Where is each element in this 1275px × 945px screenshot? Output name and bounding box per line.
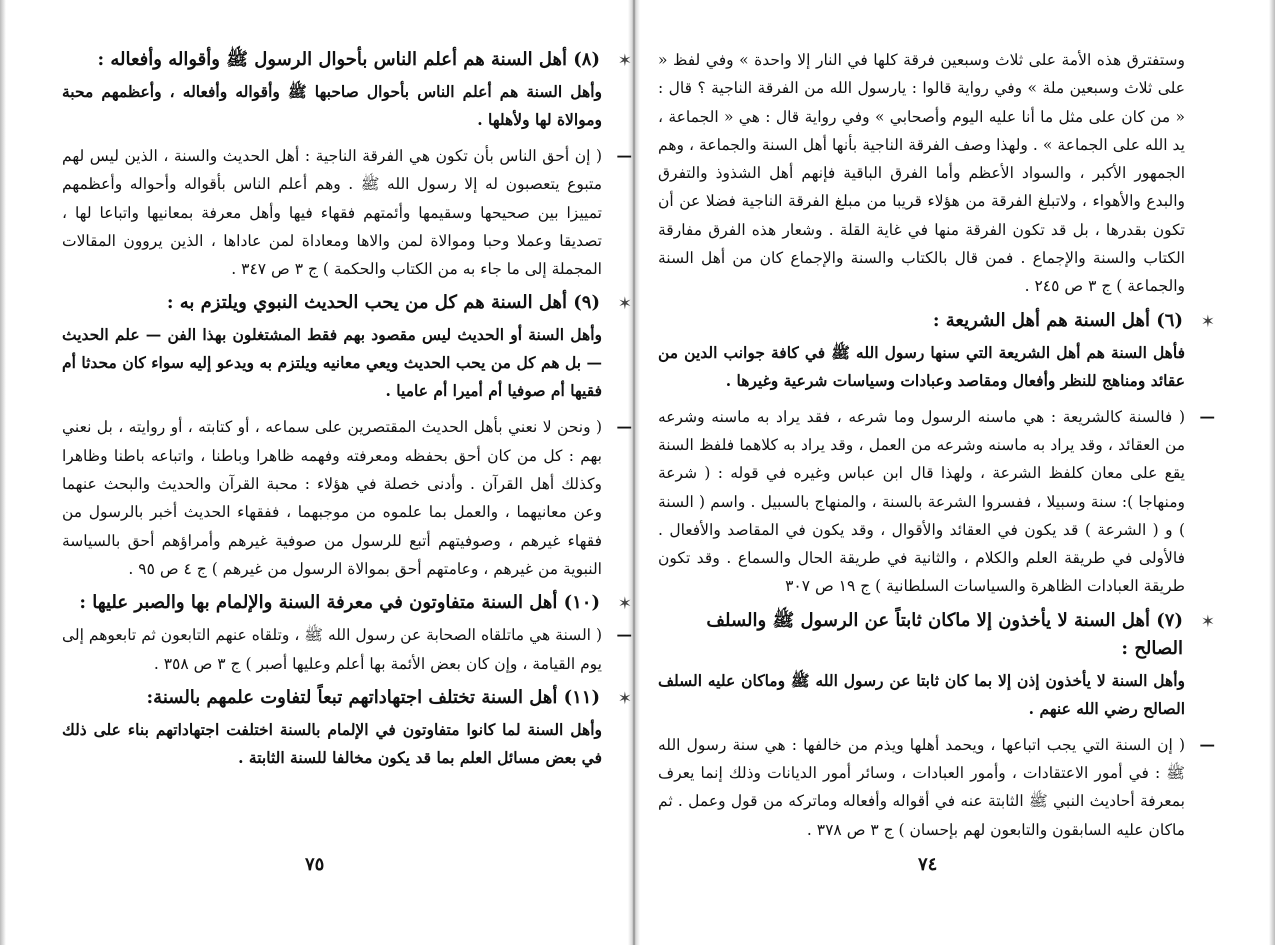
star-icon: ✶ <box>1200 311 1215 332</box>
section-quote: — ( ونحن لا نعني بأهل الحديث المقتصرين على سماعه ، أو كتابته ، أو روايته ، بل نعني بهم : كل من كان أحق بحفظه ومعرفته وفهمه ظاهرا وباطنا ، واتباعه باطنا وظاهرا وكذلك أهل القرآن . وأدنى خصلة في هؤلاء : محبة القرآن والحديث والبحث عنهما وعن معانيهما ، والعمل بما علموه من موجبهما ، ففقهاء الحديث أخبر بالرسول من فقهاء غيرهم ، وصوفيتهم أتبع للرسول من صوفية غيرهم وأمراؤهم أحق بالسياسة النبوية من غيرهم ، وعامتهم أحق بموالاة الرسول من غيرهم ) ج ٤ ص ٩٥ . <box>62 413 602 583</box>
section-heading: ✶ (٦) أهل السنة هم أهل الشريعة : <box>658 307 1185 335</box>
star-icon: ✶ <box>617 294 632 315</box>
section-heading: ✶ (١١) أهل السنة تختلف اجتهاداتهم تبعاً لتفاوت علمهم بالسنة: <box>62 684 602 712</box>
section-summary: وأهل السنة لما كانوا متفاوتون في الإلمام بالسنة اختلفت اجتهاداتهم بناء على ذلك في بعض مسائل العلم بما قد يكون مخالفا للسنة الثابتة . <box>62 719 602 767</box>
section-quote: — ( السنة هي ماتلقاه الصحابة عن رسول الله ﷺ ، وتلقاه عنهم التابعون ثم تابعوهم إلى يوم القيامة ، وإن كان بعض الأئمة بها أعلم وعليها أصبر ) ج ٣ ص ٣٥٨ . <box>62 621 602 678</box>
page-number: ٧٥ <box>305 854 325 875</box>
section-heading: ✶ (١٠) أهل السنة متفاوتون في معرفة السنة والإلمام بها والصبر عليها : <box>62 589 602 617</box>
section-heading: ✶ (٨) أهل السنة هم أعلم الناس بأحوال الرسول ﷺ وأقواله وأفعاله : <box>62 46 602 74</box>
star-icon: ✶ <box>617 51 632 71</box>
section-quote: — ( إن أحق الناس بأن تكون هي الفرقة الناجية : أهل الحديث والسنة ، الذين ليس لهم متبوع يتعصبون له إلا رسول الله ﷺ . وهم أعلم الناس بأقواله وأحواله وأعظمهم تمييزا بين صحيحها وسقيمها وأئمتهم فقهاء فيها وأهل معرفة بمعانيها واتباعا لها ، تصديقا وعملا وحبا وموالاة لمن والاها ومعاداة لمن عاداها ، الذين يروون المقالات المجملة إلى ما جاء به من الكتاب والحكمة ) ج ٣ ص ٣٤٧ . <box>62 142 602 283</box>
section-quote: — ( فالسنة كالشريعة : هي ماسنه الرسول وما شرعه ، فقد يراد به ماسنه وشرعه من العقائد ، وقد يراد به ماسنه وشرعه من العمل ، وقد يراد به كلاهما فلفظ السنة يقع على معان كلفظ الشرعة ، ولهذا قال ابن عباس وغيره في قوله : ( شرعة ومنهاجا ): سنة وسبيلا ، ففسروا الشرعة بالسنة ، والمنهاج بالسبيل . واسم ( السنة ) و ( الشرعة ) قد يكون في العقائد والأقوال ، وقد يكون في المقاصد والأفعال . فالأولى في طريقة العلم والكلام ، والثانية في طريقة الحال والسماع . وقد تكون طريقة العبادات الظاهرة والسياسات السلطانية ) ج ١٩ ص ٣٠٧ <box>658 403 1185 601</box>
section-summary: وأهل السنة هم أعلم الناس بأحوال صاحبها ﷺ وأقواله وأفعاله ، وأعظمهم محبة وموالاة لها ولأهلها . <box>62 82 602 129</box>
dash-marker: — <box>616 146 632 165</box>
star-icon: ✶ <box>1200 611 1215 632</box>
section-heading: ✶ (٧) أهل السنة لا يأخذون إلا ماكان ثابتاً عن الرسول ﷺ والسلف الصالح : <box>706 609 1215 659</box>
section-summary: فأهل السنة هم أهل الشريعة التي سنها رسول الله ﷺ في كافة جوانب الدين من عقائد ومناهج للنظر وأفعال ومقاصد وعبادات وسياسات شرعية وغيرها . <box>658 342 1185 390</box>
page-number: ٧٤ <box>918 854 938 875</box>
star-icon: ✶ <box>617 688 632 709</box>
right-page <box>640 0 1275 945</box>
star-icon: ✶ <box>617 594 632 615</box>
dash-marker: — <box>1199 406 1215 426</box>
left-page <box>0 0 630 945</box>
dash-marker: — <box>616 417 632 437</box>
section-summary: وأهل السنة لا يأخذون إذن إلا بما كان ثابتا عن رسول الله ﷺ وماكان عليه السلف الصالح رضي الله عنهم . <box>658 670 1185 718</box>
dash-marker: — <box>616 625 632 645</box>
dash-marker: — <box>1199 734 1215 754</box>
section-summary: وأهل السنة أو الحديث ليس مقصود بهم فقط المشتغلون بهذا الفن — علم الحديث — بل هم كل من يحب الحديث ويعي معانيه ويلتزم به ويدعو إليه سواء كان محدثا أم فقيها أم صوفيا أم أميرا أم عاميا . <box>62 325 602 401</box>
section-heading: ✶ (٩) أهل السنة هم كل من يحب الحديث النبوي ويلتزم به : <box>62 289 602 317</box>
intro-paragraph: وستفترق هذه الأمة على ثلاث وسبعين فرقة كلها في النار إلا واحدة » وفي لفظ « على ثلاث وسبعين ملة » وفي رواية قالوا : يارسول الله من الفرقة الناجية ؟ قال : « من كان على مثل ما أنا عليه اليوم وأصحابي » وفي رواية قال : هي « الجماعة ، يد الله على الجماعة » . ولهذا وصف الفرقة الناجية بأنها أهل السنة والجماعة ، وهم الجمهور الأكبر ، والسواد الأعظم وأما الفرق الباقية فإنهم أهل الشذوذ والتفرق والبدع والأهواء ، ولاتبلغ الفرقة من هؤلاء قريبا من مبلغ الفرقة الناجية فضلا عن أن تكون بقدرها ، بل قد تكون الفرقة منها في غاية القلة . وشعار هذه الفرق مفارقة الكتاب والسنة والإجماع . فمن قال بالكتاب والسنة والإجماع كان من أهل السنة والجماعة ) ج ٣ ص ٢٤٥ . <box>658 51 1185 296</box>
section-quote: — ( إن السنة التي يجب اتباعها ، ويحمد أهلها ويذم من خالفها : هي سنة رسول الله ﷺ : في أمور الاعتقادات ، وأمور العبادات ، وسائر أمور الديانات وذلك إنما يعرف بمعرفة أحاديث النبي ﷺ الثابتة عنه في أقواله وأفعاله وماتركه من قول وعمل . ثم ماكان عليه السابقون والتابعون لهم بإحسان ) ج ٣ ص ٣٧٨ . <box>658 731 1185 844</box>
